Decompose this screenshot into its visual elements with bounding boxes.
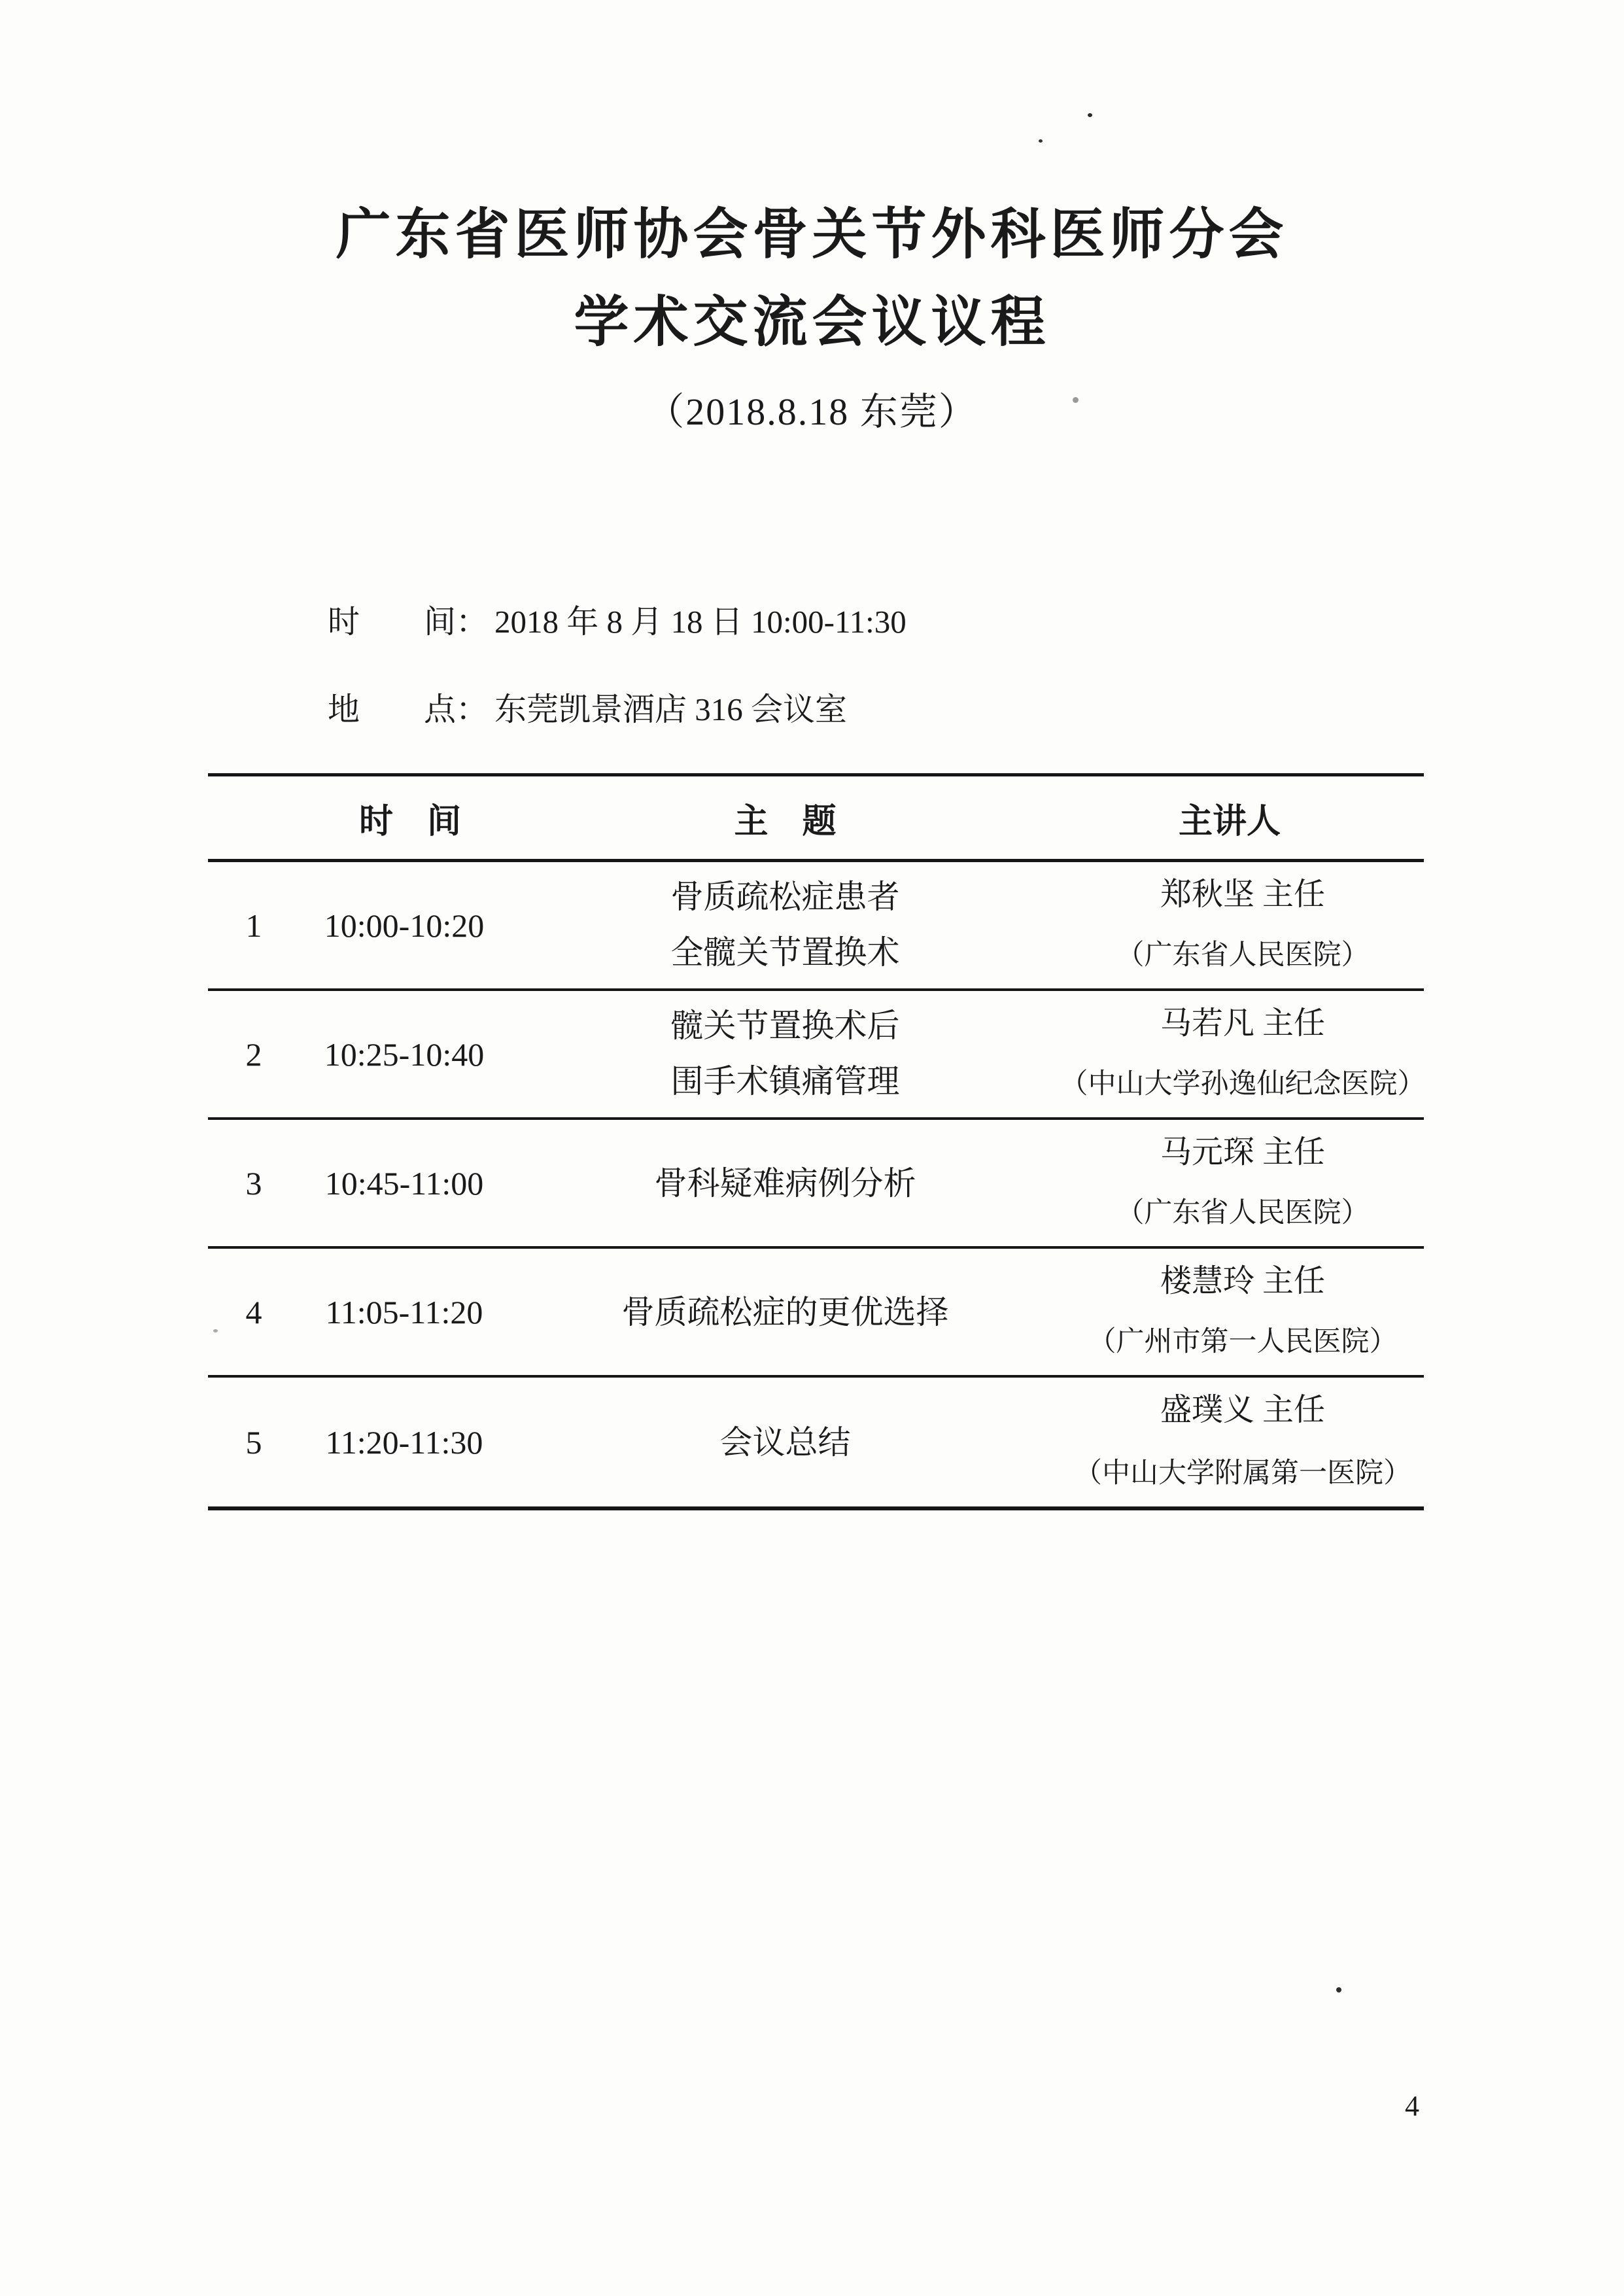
speaker-name: 楼慧玲 主任 bbox=[1160, 1264, 1325, 1298]
table-row-5 bbox=[208, 1378, 1424, 1506]
row-topic bbox=[509, 1378, 1062, 1506]
topic-line: 会议总结 bbox=[719, 1423, 851, 1461]
speaker-organization: （中山大学附属第一医院） bbox=[1074, 1458, 1411, 1489]
speaker-organization: （中山大学孙逸仙纪念医院） bbox=[1060, 1069, 1426, 1100]
topic-line: 全髋关节置换术 bbox=[670, 934, 900, 971]
document-title-line2: 学术交流会议议程 bbox=[574, 292, 1050, 353]
speaker-name: 郑秋坚 主任 bbox=[1160, 877, 1325, 912]
table-row-2 bbox=[208, 991, 1424, 1120]
row-topic bbox=[509, 1249, 1062, 1375]
row-time: 10:45-11:00 bbox=[324, 1164, 484, 1202]
speaker-organization: （广州市第一人民医院） bbox=[1088, 1327, 1398, 1357]
topic-line: 髋关节置换术后 bbox=[670, 1007, 900, 1044]
scan-speck bbox=[1073, 397, 1079, 403]
speaker-organization: （广东省人民医院） bbox=[1116, 1198, 1370, 1228]
row-topic bbox=[509, 991, 1062, 1117]
location-label: 地 点： bbox=[328, 691, 489, 727]
row-topic bbox=[509, 862, 1062, 988]
table-row-4 bbox=[208, 1249, 1424, 1378]
row-time: 10:00-10:20 bbox=[324, 907, 485, 944]
scan-speck bbox=[1336, 1987, 1341, 1992]
topic-line: 骨质疏松症患者 bbox=[670, 878, 900, 915]
scan-speck bbox=[1088, 113, 1092, 117]
header-time: 时 间 bbox=[358, 803, 461, 841]
table-row-1 bbox=[208, 862, 1424, 991]
row-number: 5 bbox=[245, 1423, 262, 1461]
row-time: 11:05-11:20 bbox=[325, 1293, 483, 1331]
scan-speck bbox=[1039, 139, 1043, 143]
row-number: 3 bbox=[245, 1164, 262, 1202]
topic-line: 骨科疑难病例分析 bbox=[654, 1164, 916, 1202]
meeting-location-line bbox=[296, 653, 847, 767]
speaker-name: 盛璞义 主任 bbox=[1160, 1393, 1325, 1427]
agenda-table bbox=[208, 773, 1424, 1510]
speaker-name: 马元琛 主任 bbox=[1160, 1135, 1325, 1170]
row-speaker bbox=[1062, 862, 1424, 988]
speaker-name: 马若凡 主任 bbox=[1160, 1006, 1325, 1041]
table-row-3 bbox=[208, 1120, 1424, 1249]
scan-speck bbox=[213, 1329, 218, 1332]
document-title-line1: 广东省医师协会骨关节外科医师分会 bbox=[336, 205, 1288, 266]
location-value: 东莞凯景酒店 316 会议室 bbox=[494, 691, 848, 727]
row-number: 4 bbox=[245, 1293, 262, 1331]
topic-line: 围手术镇痛管理 bbox=[670, 1063, 900, 1100]
row-topic bbox=[509, 1120, 1062, 1246]
page-number: 4 bbox=[1405, 2090, 1419, 2122]
row-speaker bbox=[1062, 1249, 1424, 1375]
row-number: 2 bbox=[245, 1035, 262, 1073]
speaker-organization: （广东省人民医院） bbox=[1116, 940, 1370, 971]
row-time: 10:25-10:40 bbox=[324, 1035, 485, 1073]
time-value: 2018 年 8 月 18 日 10:00-11:30 bbox=[494, 604, 907, 640]
topic-line: 骨质疏松症的更优选择 bbox=[621, 1293, 949, 1331]
row-number: 1 bbox=[245, 907, 262, 944]
header-topic: 主 题 bbox=[734, 803, 837, 841]
row-speaker bbox=[1062, 1120, 1424, 1246]
document-subtitle: （2018.8.18 东莞） bbox=[646, 391, 978, 433]
time-label: 时 间： bbox=[328, 604, 489, 640]
row-speaker bbox=[1062, 991, 1424, 1117]
header-speaker: 主讲人 bbox=[1178, 803, 1281, 841]
row-speaker bbox=[1062, 1378, 1424, 1506]
row-time: 11:20-11:30 bbox=[325, 1423, 483, 1461]
agenda-table-header bbox=[208, 776, 1424, 862]
